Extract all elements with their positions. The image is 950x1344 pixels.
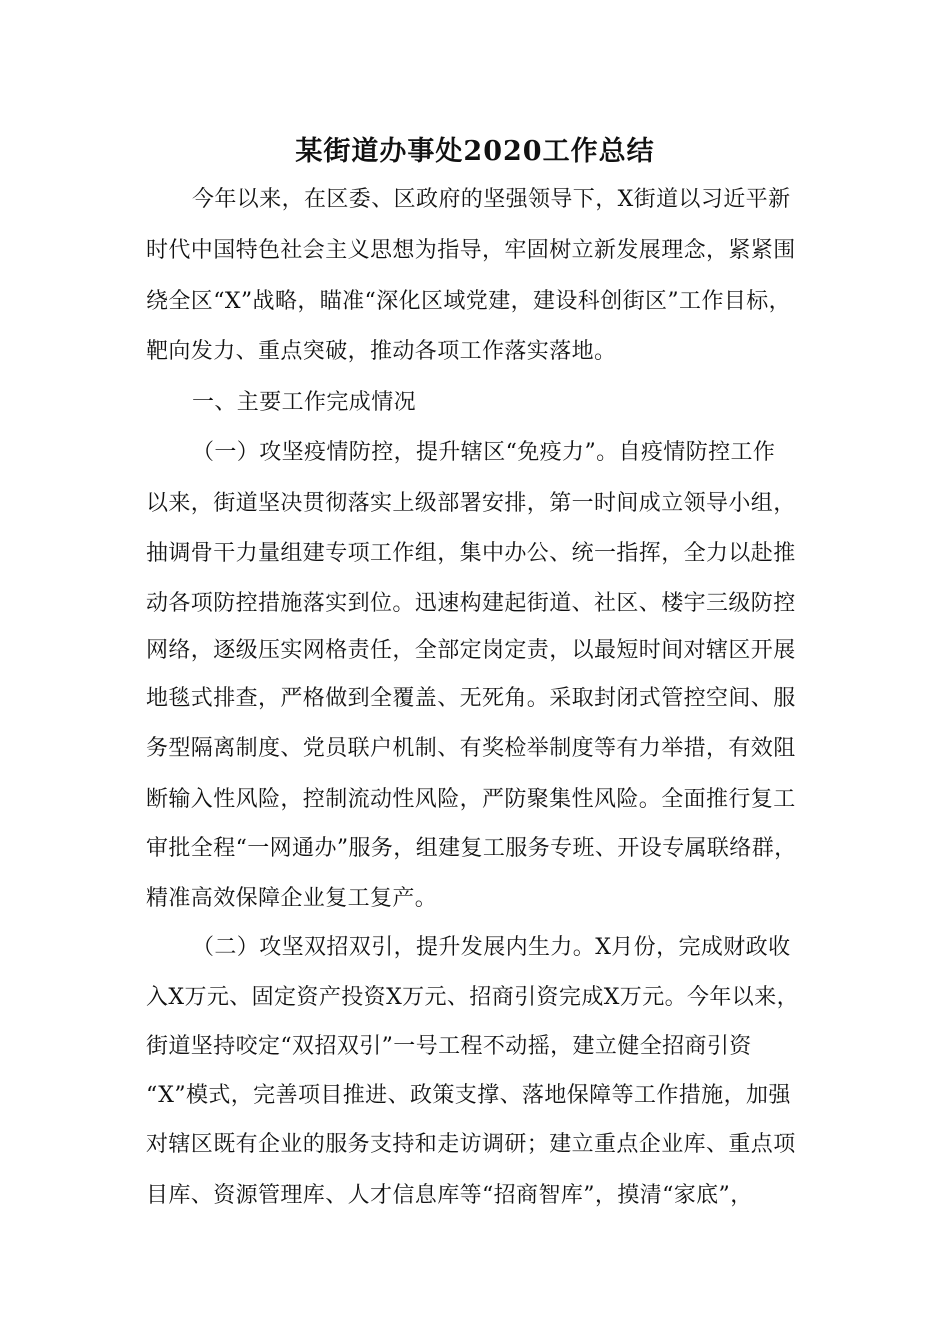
paragraph-2-line-5: 对辖区既有企业的服务支持和走访调研；建立重点企业库、重点项 [146, 1132, 796, 1157]
paragraph-2-line-3: 街道坚持咬定“双招双引”一号工程不动摇，建立健全招商引资 [146, 1034, 752, 1059]
paragraph-2-line-4: “X”模式，完善项目推进、政策支撑、落地保障等工作措施，加强 [146, 1083, 791, 1108]
paragraph-intro-line-1: 今年以来，在区委、区政府的坚强领导下，X街道以习近平新 [192, 187, 791, 212]
section-heading-1: 一、主要工作完成情况 [192, 390, 417, 415]
paragraph-1-line-1: （一）攻坚疫情防控，提升辖区“免疫力”。自疫情防控工作 [192, 440, 776, 465]
paragraph-1-line-3: 抽调骨干力量组建专项工作组，集中办公、统一指挥，全力以赴推 [146, 541, 796, 566]
paragraph-1-line-2: 以来，街道坚决贯彻落实上级部署安排，第一时间成立领导小组， [146, 491, 796, 516]
paragraph-1-line-4: 动各项防控措施落实到位。迅速构建起街道、社区、楼宇三级防控 [146, 591, 796, 616]
document-title: 某街道办事处2020工作总结 [295, 136, 655, 167]
paragraph-intro-line-4: 靶向发力、重点突破，推动各项工作落实落地。 [146, 339, 617, 364]
paragraph-1-line-7: 务型隔离制度、党员联户机制、有奖检举制度等有力举措，有效阻 [146, 736, 796, 761]
paragraph-1-line-5: 网络，逐级压实网格责任，全部定岗定责，以最短时间对辖区开展 [146, 638, 796, 663]
paragraph-1-line-8: 断输入性风险，控制流动性风险，严防聚集性风险。全面推行复工 [146, 787, 796, 812]
paragraph-1-line-9: 审批全程“一网通办”服务，组建复工服务专班、开设专属联络群， [146, 836, 797, 861]
paragraph-2-line-2: 入X万元、固定资产投资X万元、招商引资完成X万元。今年以来， [146, 985, 799, 1010]
paragraph-1-line-6: 地毯式排查，严格做到全覆盖、无死角。采取封闭式管控空间、服 [146, 686, 796, 711]
paragraph-2-line-6: 目库、资源管理库、人才信息库等“招商智库”，摸清“家底”， [146, 1183, 753, 1208]
paragraph-1-line-10: 精准高效保障企业复工复产。 [146, 886, 438, 911]
paragraph-intro-line-2: 时代中国特色社会主义思想为指导，牢固树立新发展理念，紧紧围 [146, 238, 796, 263]
paragraph-intro-line-3: 绕全区“X”战略，瞄准“深化区域党建，建设科创街区”工作目标， [146, 289, 792, 314]
paragraph-2-line-1: （二）攻坚双招双引，提升发展内生力。X月份，完成财政收 [192, 935, 791, 960]
